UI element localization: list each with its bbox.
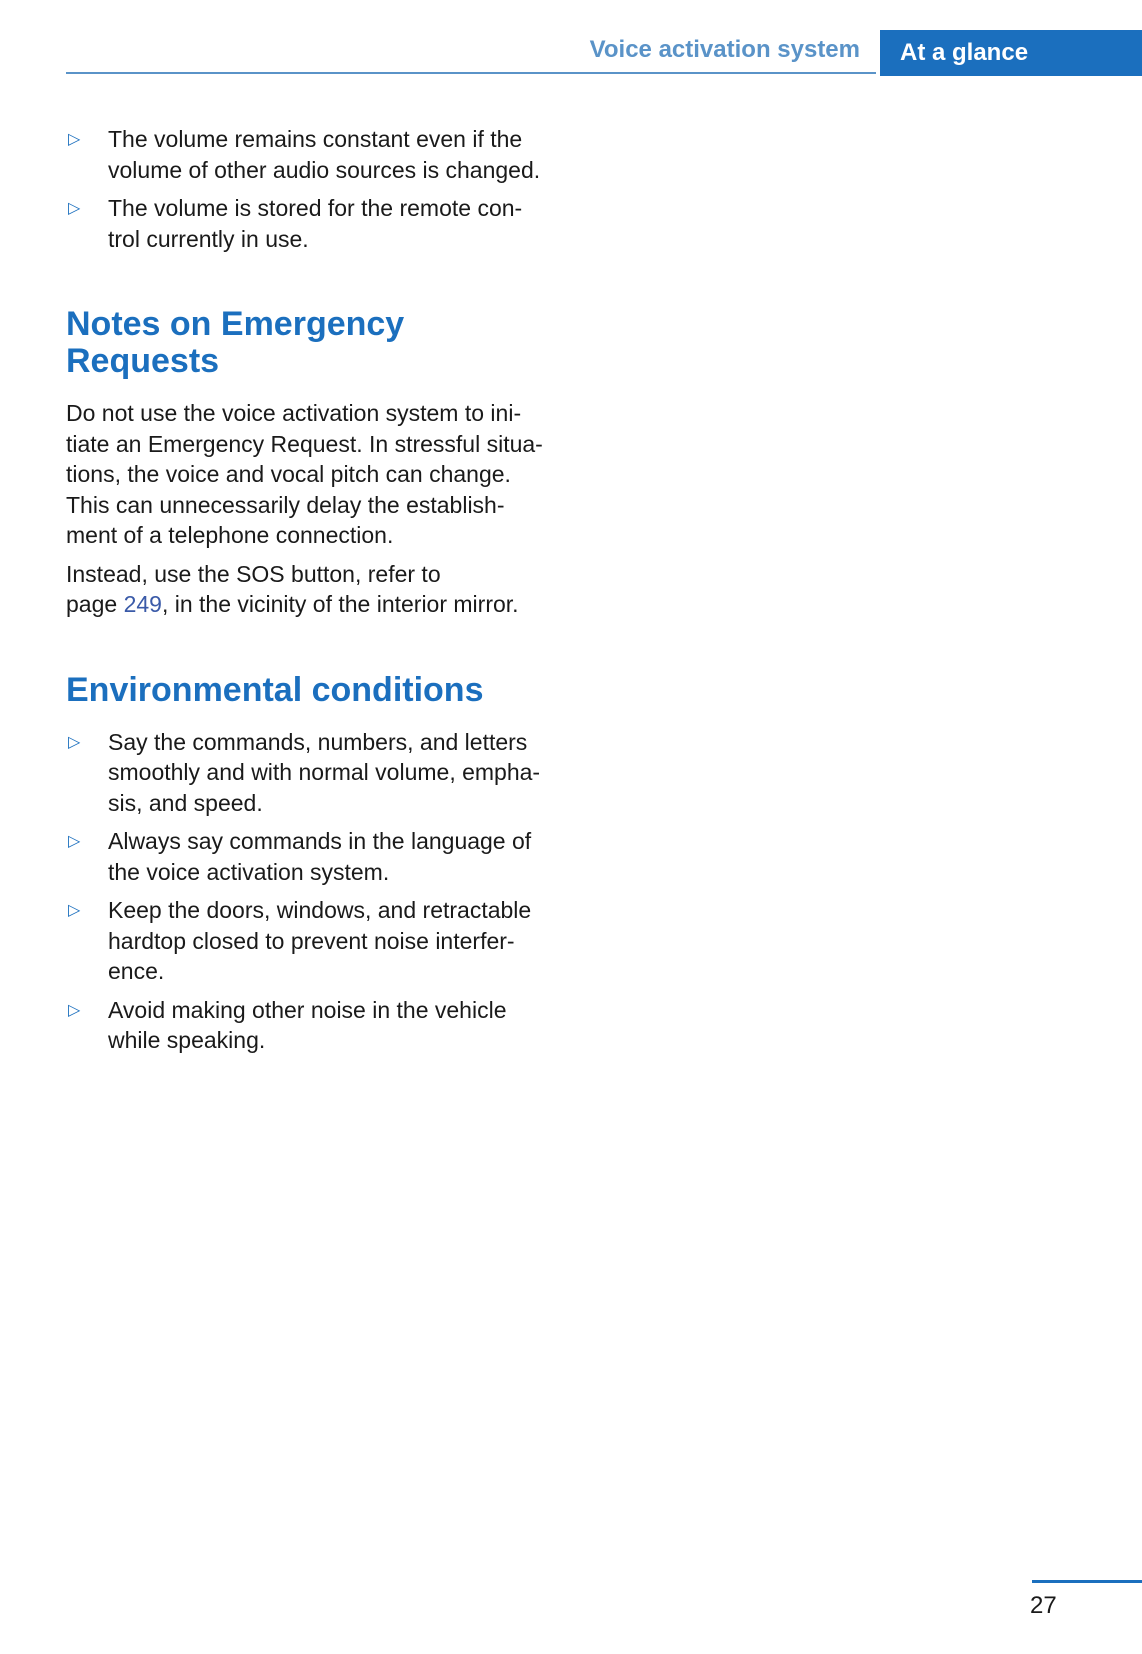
triangle-bullet-icon: ▷: [68, 733, 81, 751]
paragraph-line: Instead, use the SOS button, refer to: [66, 560, 441, 587]
paragraph-line: Do not use the voice activation system to ini‐: [66, 400, 522, 426]
list-item-line: Always say commands in the language of: [108, 828, 532, 854]
footer-rule: [1032, 1580, 1142, 1583]
list-item-line: ence.: [108, 958, 165, 984]
list-item: [66, 727, 586, 819]
list-item-line: trol currently in use.: [108, 225, 309, 252]
header-rule: [66, 72, 876, 74]
triangle-bullet-icon: ▷: [68, 833, 81, 850]
list-item-line: Avoid making other noise in the vehicle: [108, 996, 507, 1023]
intro-bullet-list: [66, 124, 586, 254]
list-item: [66, 826, 586, 887]
triangle-bullet-icon: ▷: [68, 131, 81, 148]
paragraph-text: , in the vicinity of the interior mirror.: [161, 591, 519, 617]
list-item-line: volume of other audio sources is changed.: [108, 156, 541, 183]
paragraph-text: page: [66, 591, 124, 617]
environment-bullet-list: [66, 727, 586, 1056]
list-item-line: hardtop closed to prevent noise interfer‐: [108, 927, 515, 954]
paragraph-line: tions, the voice and vocal pitch can change.: [66, 461, 511, 487]
sos-paragraph: [66, 559, 586, 620]
triangle-bullet-icon: ▷: [68, 200, 81, 217]
list-item-line: the voice activation system.: [108, 858, 390, 885]
list-item-line: sis, and speed.: [108, 789, 263, 816]
list-item-line: The volume is stored for the remote con‐: [108, 195, 523, 221]
list-item: [66, 895, 586, 987]
list-item-line: smoothly and with normal volume, empha‐: [108, 759, 541, 785]
list-item: [66, 193, 586, 254]
page-reference-link[interactable]: 249: [123, 591, 162, 617]
list-item: [66, 124, 586, 185]
list-item-line: Say the commands, numbers, and letters: [108, 728, 528, 755]
triangle-bullet-icon: ▷: [68, 1001, 81, 1019]
list-item: [66, 995, 586, 1056]
list-item-line: while speaking.: [108, 1027, 266, 1053]
page-number: 27: [1030, 1592, 1057, 1619]
paragraph-line: ment of a telephone connection.: [66, 522, 394, 548]
emergency-heading: [66, 306, 586, 380]
header-section-title: Voice activation system: [589, 36, 860, 63]
list-item-line: Keep the doors, windows, and retractable: [108, 897, 532, 923]
emergency-paragraph: [66, 398, 586, 551]
main-content: [66, 124, 586, 1064]
paragraph-line: This can unnecessarily delay the establish‐: [66, 491, 505, 518]
paragraph-line: tiate an Emergency Request. In stressful situa‐: [66, 430, 543, 457]
triangle-bullet-icon: ▷: [68, 902, 81, 919]
environment-heading: Environmental conditions: [66, 670, 484, 709]
emergency-heading-line: Notes on Emergency: [66, 305, 405, 343]
emergency-heading-line: Requests: [66, 342, 220, 380]
list-item-line: The volume remains constant even if the: [108, 126, 523, 152]
header-chapter-tab: At a glance: [880, 30, 1142, 76]
